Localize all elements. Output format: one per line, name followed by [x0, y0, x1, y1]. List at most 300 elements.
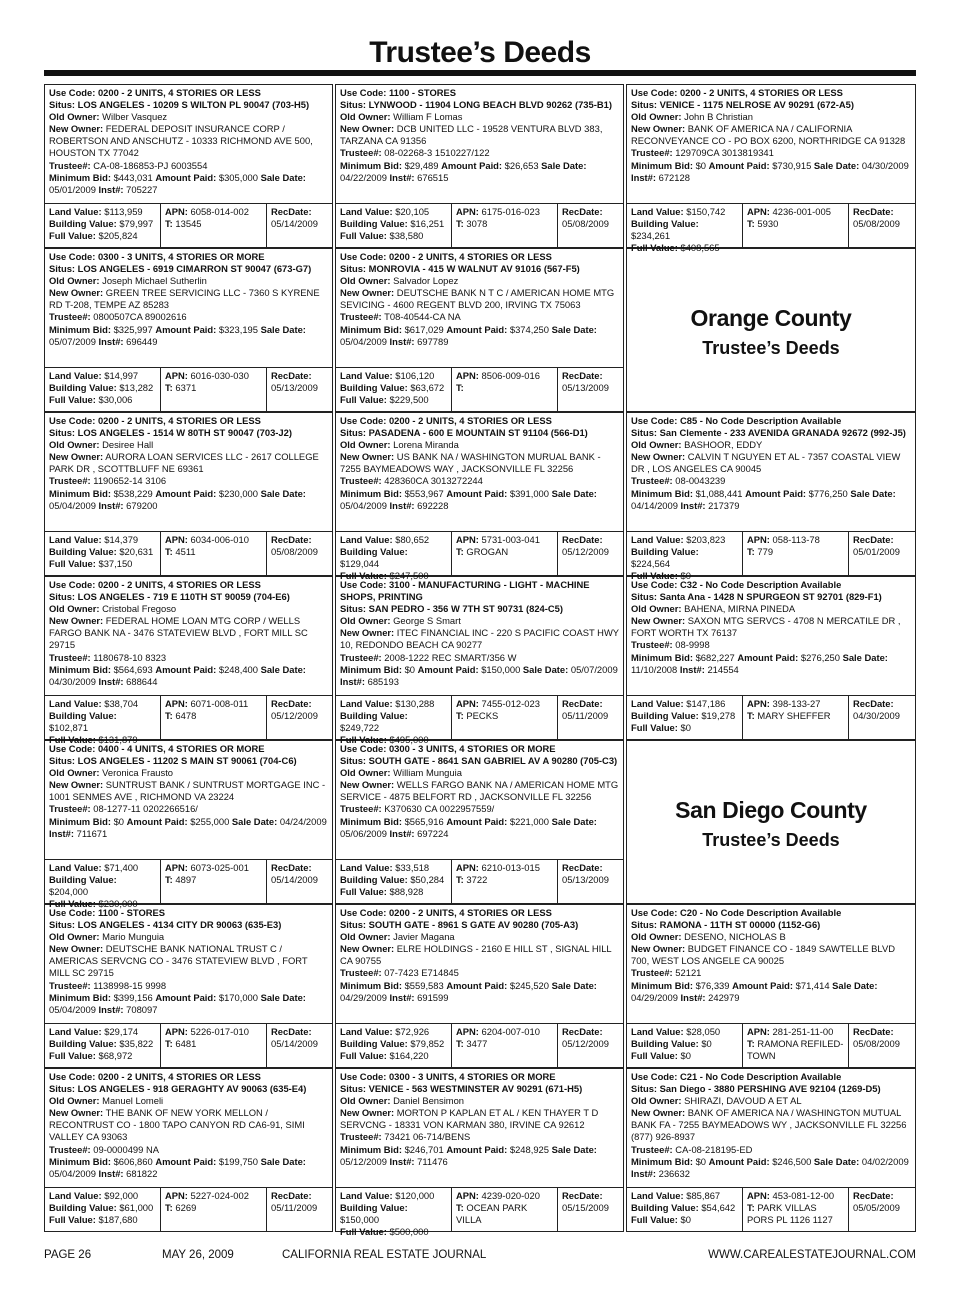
full-value-value: $38,580 — [389, 230, 424, 242]
apn — [747, 206, 844, 218]
tract-value: 779 — [757, 546, 774, 558]
inst-number-value: 685193 — [367, 675, 399, 687]
new-owner — [49, 123, 328, 159]
trustee-number-value: 08-0043239 — [675, 475, 726, 487]
property-values-row — [626, 532, 916, 582]
land-value-label: Land Value: — [340, 1026, 393, 1037]
sale-date-value: 04/24/2009 — [279, 815, 327, 827]
old-owner-label: Old Owner: — [340, 1095, 391, 1107]
old-owner-label: Old Owner: — [49, 931, 100, 943]
recdate-label: RecDate: — [271, 1190, 312, 1201]
min-bid-value: $443,031 — [113, 171, 153, 183]
new-owner — [340, 287, 619, 311]
recdate-value: 05/14/2009 — [271, 1038, 318, 1050]
tract — [456, 1038, 553, 1050]
county-subtitle: Trustee’s Deeds — [702, 338, 840, 358]
sale-date-value: 04/02/2009 — [861, 1155, 909, 1167]
land-value — [49, 206, 156, 218]
sale-date-value: 05/06/2009 — [340, 827, 387, 839]
sale-info — [631, 1156, 911, 1180]
building-value-value: $61,000 — [119, 1202, 154, 1214]
full-value-value: $205,824 — [98, 230, 138, 242]
situs-address: Situs: LOS ANGELES - 10209 S WILTON PL 90047 (703-H5) — [49, 99, 310, 111]
valuation-cell — [336, 1188, 452, 1238]
building-value-label: Building Value: — [49, 382, 117, 394]
recdate-value: 05/08/2009 — [853, 1038, 900, 1050]
county-section-header — [626, 248, 916, 412]
apn — [456, 1026, 553, 1038]
old-owner — [631, 931, 911, 943]
recdate-value: 05/05/2009 — [853, 1202, 900, 1214]
inst-number-label: Inst#: — [98, 499, 124, 511]
old-owner — [340, 439, 619, 451]
land-value-label: Land Value: — [49, 698, 102, 709]
tract-value: RAMONA REFILED-TOWN — [747, 1038, 844, 1062]
apn-cell — [452, 1024, 558, 1067]
land-value-value: $20,105 — [395, 206, 430, 217]
land-value-label: Land Value: — [340, 370, 393, 381]
new-owner-value: SUNTRUST BANK / SUNTRUST MORTGAGE INC - 1001 SENMES AVE , RICHMOND VA 23224 — [49, 779, 326, 803]
min-bid-value: $0 — [695, 159, 707, 171]
apn-value: 6058-014-002 — [190, 206, 249, 217]
old-owner — [631, 1095, 911, 1107]
new-owner-label: New Owner: — [49, 451, 104, 463]
situs-address: Situs: SOUTH GATE - 8961 S GATE AV 90280 (705-A3) — [340, 919, 579, 931]
min-bid-value: $0 — [113, 815, 125, 827]
building-value-value: $20,631 — [119, 546, 154, 558]
tract-label: T: — [165, 1038, 173, 1050]
land-value-label: Land Value: — [631, 698, 684, 709]
land-value-value: $106,120 — [395, 370, 435, 381]
trustee-number-label: Trustee#: — [631, 475, 673, 487]
apn — [456, 370, 553, 382]
inst-number-label: Inst#: — [98, 335, 124, 347]
deed-record — [44, 1068, 333, 1188]
valuation-cell — [336, 204, 452, 247]
trustee-number — [340, 652, 619, 664]
building-value-value: $63,672 — [410, 382, 445, 394]
sale-date-value: 04/29/2009 — [340, 991, 387, 1003]
new-owner-value: DEUTSCHE BANK NATIONAL TRUST C / AMERICAS SERVCNG CO - 3476 STATEVIEW BLVD , FORT MILL SC 29715 — [49, 943, 308, 979]
recdate-cell — [267, 1024, 332, 1067]
full-value — [631, 242, 738, 254]
land-value-label: Land Value: — [49, 534, 102, 545]
sale-date-value: 04/29/2009 — [631, 991, 678, 1003]
tract — [165, 218, 262, 230]
situs-address: Situs: San Diego - 3880 PERSHING AVE 92104 (1269-D5) — [631, 1083, 881, 1095]
sale-info — [631, 160, 911, 184]
trustee-number-label: Trustee#: — [49, 159, 91, 171]
building-value-label: Building Value: — [340, 1038, 408, 1050]
new-owner — [340, 123, 619, 147]
recdate-value: 05/14/2009 — [271, 874, 318, 886]
tract — [747, 1038, 844, 1062]
land-value-value: $113,959 — [104, 206, 143, 217]
recdate-cell — [267, 368, 332, 411]
property-values-row — [626, 696, 916, 740]
sale-date-value: 05/07/2009 — [570, 663, 618, 675]
trustee-number-label: Trustee#: — [340, 651, 382, 663]
building-value-value: $16,251 — [410, 218, 445, 230]
old-owner — [340, 931, 619, 943]
full-value-label: Full Value: — [631, 570, 678, 582]
min-bid-label: Minimum Bid: — [49, 991, 111, 1003]
old-owner-value: Javier Magana — [393, 931, 455, 943]
old-owner — [49, 603, 328, 615]
valuation-cell — [336, 1024, 452, 1067]
building-value — [340, 874, 447, 886]
full-value-label: Full Value: — [49, 1214, 96, 1226]
trustee-number — [340, 967, 619, 979]
recdate-cell — [849, 1024, 915, 1067]
full-value-value: $229,500 — [389, 394, 429, 406]
sale-date-value: 04/30/2009 — [49, 675, 96, 687]
sale-date-label: Sale Date: — [832, 979, 878, 991]
new-owner — [631, 615, 911, 639]
new-owner-value: AURORA LOAN SERVICES LLC - 2617 COLLEGE PARK DR , SCOTTBLUFF NE 69361 — [49, 451, 319, 475]
recdate-value: 05/12/2009 — [271, 710, 318, 722]
old-owner — [49, 931, 328, 943]
amount-paid-label: Amount Paid: — [417, 663, 479, 675]
land-value-label: Land Value: — [49, 206, 102, 217]
old-owner — [340, 275, 619, 287]
building-value-label: Building Value: — [340, 546, 408, 558]
old-owner-value: Daniel Bensimon — [393, 1095, 465, 1107]
sale-date-label: Sale Date: — [551, 487, 597, 499]
land-value — [49, 370, 156, 382]
land-value-value: $203,823 — [686, 534, 726, 545]
use-code: Use Code: 0200 - 2 UNITS, 4 STORIES OR LESS — [49, 415, 261, 426]
apn-cell — [743, 204, 849, 247]
property-values-row — [335, 368, 624, 412]
situs-address: Situs: Santa Ana - 1428 N SPURGEON ST 92701 (829-F1) — [631, 591, 882, 603]
full-value-label: Full Value: — [340, 394, 387, 406]
building-value-value: $79,997 — [119, 218, 154, 230]
building-value — [49, 218, 156, 230]
deed-record — [626, 576, 916, 696]
old-owner-value: Lorena Miranda — [393, 439, 459, 451]
land-value-label: Land Value: — [49, 862, 102, 873]
tract-value: GROGAN — [466, 546, 509, 558]
apn-value: 6204-007-010 — [481, 1026, 540, 1037]
apn-value: 4236-001-005 — [772, 206, 831, 217]
land-value-value: $85,867 — [686, 1190, 721, 1201]
situs-address: Situs: MONROVIA - 415 W WALNUT AV 91016 (567-F5) — [340, 263, 580, 275]
recdate-value: 05/11/2009 — [271, 1202, 318, 1214]
inst-number-value: 242979 — [708, 991, 740, 1003]
building-value — [49, 1038, 156, 1050]
building-value-value: $13,282 — [119, 382, 154, 394]
building-value-label: Building Value: — [340, 710, 408, 722]
tract — [165, 710, 262, 722]
building-value-value: $19,278 — [701, 710, 736, 722]
old-owner — [49, 275, 328, 287]
recdate-label: RecDate: — [853, 698, 894, 709]
apn — [456, 1190, 553, 1202]
recdate-cell — [558, 532, 623, 575]
new-owner-label: New Owner: — [631, 123, 686, 135]
sale-date-label: Sale Date: — [260, 663, 306, 675]
new-owner — [49, 779, 328, 803]
inst-number-value: 696449 — [126, 335, 158, 347]
tract-label: T: — [456, 546, 464, 558]
trustee-number-label: Trustee#: — [340, 147, 382, 159]
old-owner — [49, 111, 328, 123]
old-owner-value: DESENO, NICHOLAS B — [684, 931, 786, 943]
trustee-number — [631, 639, 911, 651]
land-value-label: Land Value: — [340, 534, 393, 545]
building-value — [340, 710, 447, 734]
deed-record — [626, 904, 916, 1024]
trustee-number-value: K370630 CA 0022957559/ — [384, 803, 495, 815]
land-value — [49, 534, 156, 546]
apn — [165, 534, 262, 546]
county-section-header — [626, 740, 916, 904]
min-bid-label: Minimum Bid: — [49, 323, 111, 335]
new-owner — [631, 123, 911, 147]
full-value-label: Full Value: — [49, 230, 96, 242]
apn — [165, 206, 262, 218]
min-bid-value: $325,997 — [113, 323, 153, 335]
building-value-value: $249,722 — [340, 722, 380, 734]
tract-value: 6481 — [175, 1038, 197, 1050]
recdate-label: RecDate: — [562, 206, 603, 217]
sale-info — [49, 488, 328, 512]
full-value — [49, 1214, 156, 1226]
old-owner-value: SHIRAZI, DAVOUD A ET AL — [684, 1095, 802, 1107]
tract — [747, 710, 844, 722]
full-value-label: Full Value: — [49, 394, 96, 406]
apn — [165, 1190, 262, 1202]
amount-paid-label: Amount Paid: — [155, 487, 217, 499]
old-owner — [340, 1095, 619, 1107]
land-value-label: Land Value: — [340, 206, 393, 217]
sale-info — [340, 488, 619, 512]
use-code: Use Code: 0400 - 4 UNITS, 4 STORIES OR MORE — [49, 743, 265, 754]
new-owner — [631, 943, 911, 967]
min-bid-label: Minimum Bid: — [631, 651, 693, 663]
land-value-label: Land Value: — [631, 1026, 684, 1037]
apn-label: APN: — [165, 1190, 188, 1201]
situs-address: Situs: LOS ANGELES - 719 E 110TH ST 90059 (704-E6) — [49, 591, 290, 603]
old-owner-label: Old Owner: — [49, 1095, 100, 1107]
new-owner-label: New Owner: — [49, 1107, 104, 1119]
situs-address: Situs: LOS ANGELES - 1514 W 80TH ST 90047 (703-J2) — [49, 427, 292, 439]
min-bid-value: $564,693 — [113, 663, 153, 675]
full-value-value: $500,000 — [389, 1226, 429, 1238]
inst-number-label: Inst#: — [680, 991, 706, 1003]
building-value-value: $234,261 — [631, 230, 671, 242]
full-value-value: $0 — [680, 1050, 691, 1062]
recdate-label: RecDate: — [853, 1026, 894, 1037]
situs-address: Situs: San Clemente - 233 AVENIDA GRANADA 92672 (992-J5) — [631, 427, 906, 439]
sale-date-label: Sale Date: — [813, 1155, 860, 1167]
situs-address: Situs: LOS ANGELES - 918 GERAGHTY AV 90063 (635-E4) — [49, 1083, 307, 1095]
inst-number-label: Inst#: — [98, 675, 124, 687]
deed-record — [626, 1068, 916, 1188]
full-value-value: $0 — [680, 1214, 691, 1226]
valuation-cell — [45, 1188, 161, 1231]
inst-number-value: 236632 — [658, 1167, 690, 1179]
building-value-value: $102,871 — [49, 722, 89, 734]
trustee-number-value: 2008-1222 REC SMART/356 W — [384, 651, 517, 663]
recdate-value: 05/12/2009 — [562, 546, 609, 558]
apn-value: 6175-016-023 — [481, 206, 540, 217]
min-bid-label: Minimum Bid: — [631, 487, 693, 499]
min-bid-label: Minimum Bid: — [340, 487, 402, 499]
old-owner-value: Wilber Vasquez — [102, 111, 168, 123]
tract — [165, 546, 262, 558]
recdate-cell — [558, 860, 623, 903]
new-owner-label: New Owner: — [340, 779, 395, 791]
tract-value: 6478 — [175, 710, 197, 722]
full-value-label: Full Value: — [49, 734, 96, 746]
recdate-cell — [267, 532, 332, 575]
amount-paid-label: Amount Paid: — [446, 487, 508, 499]
old-owner-value: Manuel Lomeli — [102, 1095, 164, 1107]
apn-value: 5731-003-041 — [481, 534, 540, 545]
recdate-label: RecDate: — [853, 1190, 894, 1201]
amount-paid-value: $170,000 — [218, 991, 258, 1003]
sale-info — [631, 980, 911, 1004]
old-owner-value: Veronica Frausto — [102, 767, 174, 779]
column-2 — [335, 84, 624, 1238]
trustee-number-value: 428360CA 3013272244 — [384, 475, 483, 487]
recdate-label: RecDate: — [853, 206, 894, 217]
sale-date-value: 05/01/2009 — [49, 183, 96, 195]
inst-number-label: Inst#: — [49, 827, 75, 839]
land-value-label: Land Value: — [631, 534, 684, 545]
amount-paid-label: Amount Paid: — [446, 979, 508, 991]
tract — [747, 1202, 844, 1226]
use-code: Use Code: C32 - No Code Description Available — [631, 579, 842, 590]
building-value — [340, 1038, 447, 1050]
recdate-label: RecDate: — [562, 698, 603, 709]
new-owner-label: New Owner: — [340, 943, 395, 955]
full-value-value: $495,000 — [389, 734, 429, 746]
old-owner-value: William F Lomas — [393, 111, 463, 123]
valuation-cell — [627, 1188, 743, 1231]
recdate-value: 05/14/2009 — [271, 218, 318, 230]
amount-paid-label: Amount Paid: — [737, 651, 799, 663]
building-value-label: Building Value: — [631, 710, 699, 722]
tract — [747, 546, 844, 558]
apn-cell — [452, 368, 558, 411]
old-owner-label: Old Owner: — [631, 931, 682, 943]
apn-value: 6071-008-011 — [190, 698, 249, 709]
situs-address: Situs: LYNWOOD - 11904 LONG BEACH BLVD 90262 (735-B1) — [340, 99, 612, 111]
old-owner — [340, 111, 619, 123]
apn-cell — [452, 1188, 558, 1231]
tract-value: 6371 — [175, 382, 197, 394]
apn-cell — [161, 204, 267, 247]
old-owner-label: Old Owner: — [340, 931, 391, 943]
tract-value: 4897 — [175, 874, 197, 886]
trustee-number-value: 1138998-15 9998 — [93, 979, 167, 991]
deed-record — [335, 1068, 624, 1188]
land-value-label: Land Value: — [49, 370, 102, 381]
amount-paid-value: $230,000 — [218, 487, 258, 499]
inst-number-value: 697789 — [417, 335, 449, 347]
old-owner — [631, 439, 911, 451]
new-owner-label: New Owner: — [49, 123, 104, 135]
new-owner-value: WELLS FARGO BANK NA / AMERICAN HOME MTG SERVICE - 4875 BELFORT RD , JACKSONVILLE FL 32256 — [340, 779, 619, 803]
new-owner-value: CALVIN T NGUYEN ET AL - 7357 COASTAL VIEW DR , LOS ANGELES CA 90045 — [631, 451, 901, 475]
website-link[interactable]: WWW.CAREALESTATEJOURNAL.COM — [708, 1249, 916, 1261]
apn-cell — [452, 204, 558, 247]
recdate-value: 05/13/2009 — [271, 382, 318, 394]
full-value — [340, 886, 447, 898]
property-values-row — [335, 860, 624, 904]
building-value — [340, 382, 447, 394]
inst-number-label: Inst#: — [631, 1167, 657, 1179]
trustee-number-label: Trustee#: — [49, 979, 91, 991]
recdate-label: RecDate: — [562, 534, 603, 545]
apn-label: APN: — [456, 862, 479, 873]
inst-number-value: 697224 — [417, 827, 449, 839]
building-value-label: Building Value: — [49, 710, 117, 722]
sale-date-label: Sale Date: — [551, 323, 597, 335]
old-owner-label: Old Owner: — [340, 275, 391, 287]
amount-paid-label: Amount Paid: — [441, 159, 503, 171]
deed-record — [44, 248, 333, 368]
amount-paid-label: Amount Paid: — [708, 1155, 770, 1167]
full-value-value: $37,150 — [98, 558, 133, 570]
new-owner — [49, 943, 328, 979]
situs-address: Situs: LOS ANGELES - 11202 S MAIN ST 90061 (704-C6) — [49, 755, 297, 767]
land-value-label: Land Value: — [49, 1026, 102, 1037]
tract-value: 3722 — [466, 874, 488, 886]
situs-address: Situs: VENICE - 1175 NELROSE AV 90291 (672-A5) — [631, 99, 854, 111]
tract — [456, 874, 553, 886]
trustee-number-label: Trustee#: — [49, 1143, 91, 1155]
situs-address: Situs: LOS ANGELES - 6919 CIMARRON ST 90047 (673-G7) — [49, 263, 312, 275]
land-value-value: $120,000 — [395, 1190, 435, 1201]
land-value — [631, 1026, 738, 1038]
use-code: Use Code: 0200 - 2 UNITS, 4 STORIES OR LESS — [49, 87, 261, 98]
old-owner-value: George S Smart — [393, 615, 461, 627]
inst-number-value: 217379 — [708, 499, 740, 511]
sale-date-label: Sale Date: — [522, 663, 569, 675]
property-values-row — [335, 204, 624, 248]
valuation-cell — [336, 696, 452, 746]
new-owner-value: THE BANK OF NEW YORK MELLON / RECONTRUST CO - 1800 TAPO CANYON RD CA6-91, SIMI VALLEY CA 93063 — [49, 1107, 305, 1143]
new-owner-label: New Owner: — [340, 1107, 395, 1119]
use-code: Use Code: C21 - No Code Description Available — [631, 1071, 842, 1082]
building-value — [49, 1202, 156, 1214]
recdate-cell — [558, 1024, 623, 1067]
trustee-number — [631, 475, 911, 487]
old-owner-label: Old Owner: — [49, 767, 100, 779]
land-value-value: $38,704 — [104, 698, 139, 709]
full-value-value: $164,220 — [389, 1050, 429, 1062]
building-value — [631, 1038, 738, 1050]
land-value — [340, 698, 447, 710]
min-bid-value: $399,156 — [113, 991, 153, 1003]
use-code: Use Code: 0300 - 3 UNITS, 4 STORIES OR MORE — [340, 1071, 556, 1082]
use-code: Use Code: 0200 - 2 UNITS, 4 STORIES OR LESS — [340, 907, 552, 918]
old-owner-value: Desiree Hall — [102, 439, 154, 451]
min-bid-value: $29,489 — [404, 159, 439, 171]
amount-paid-value: $248,925 — [509, 1143, 549, 1155]
use-code: Use Code: 0200 - 2 UNITS, 4 STORIES OR LESS — [631, 87, 843, 98]
trustee-number-value: 08-1277-11 0202266516/ — [93, 803, 198, 815]
sale-info — [340, 1144, 619, 1168]
recdate-cell — [267, 696, 332, 739]
recdate-label: RecDate: — [271, 1026, 312, 1037]
amount-paid-value: $199,750 — [218, 1155, 258, 1167]
full-value-label: Full Value: — [340, 734, 387, 746]
